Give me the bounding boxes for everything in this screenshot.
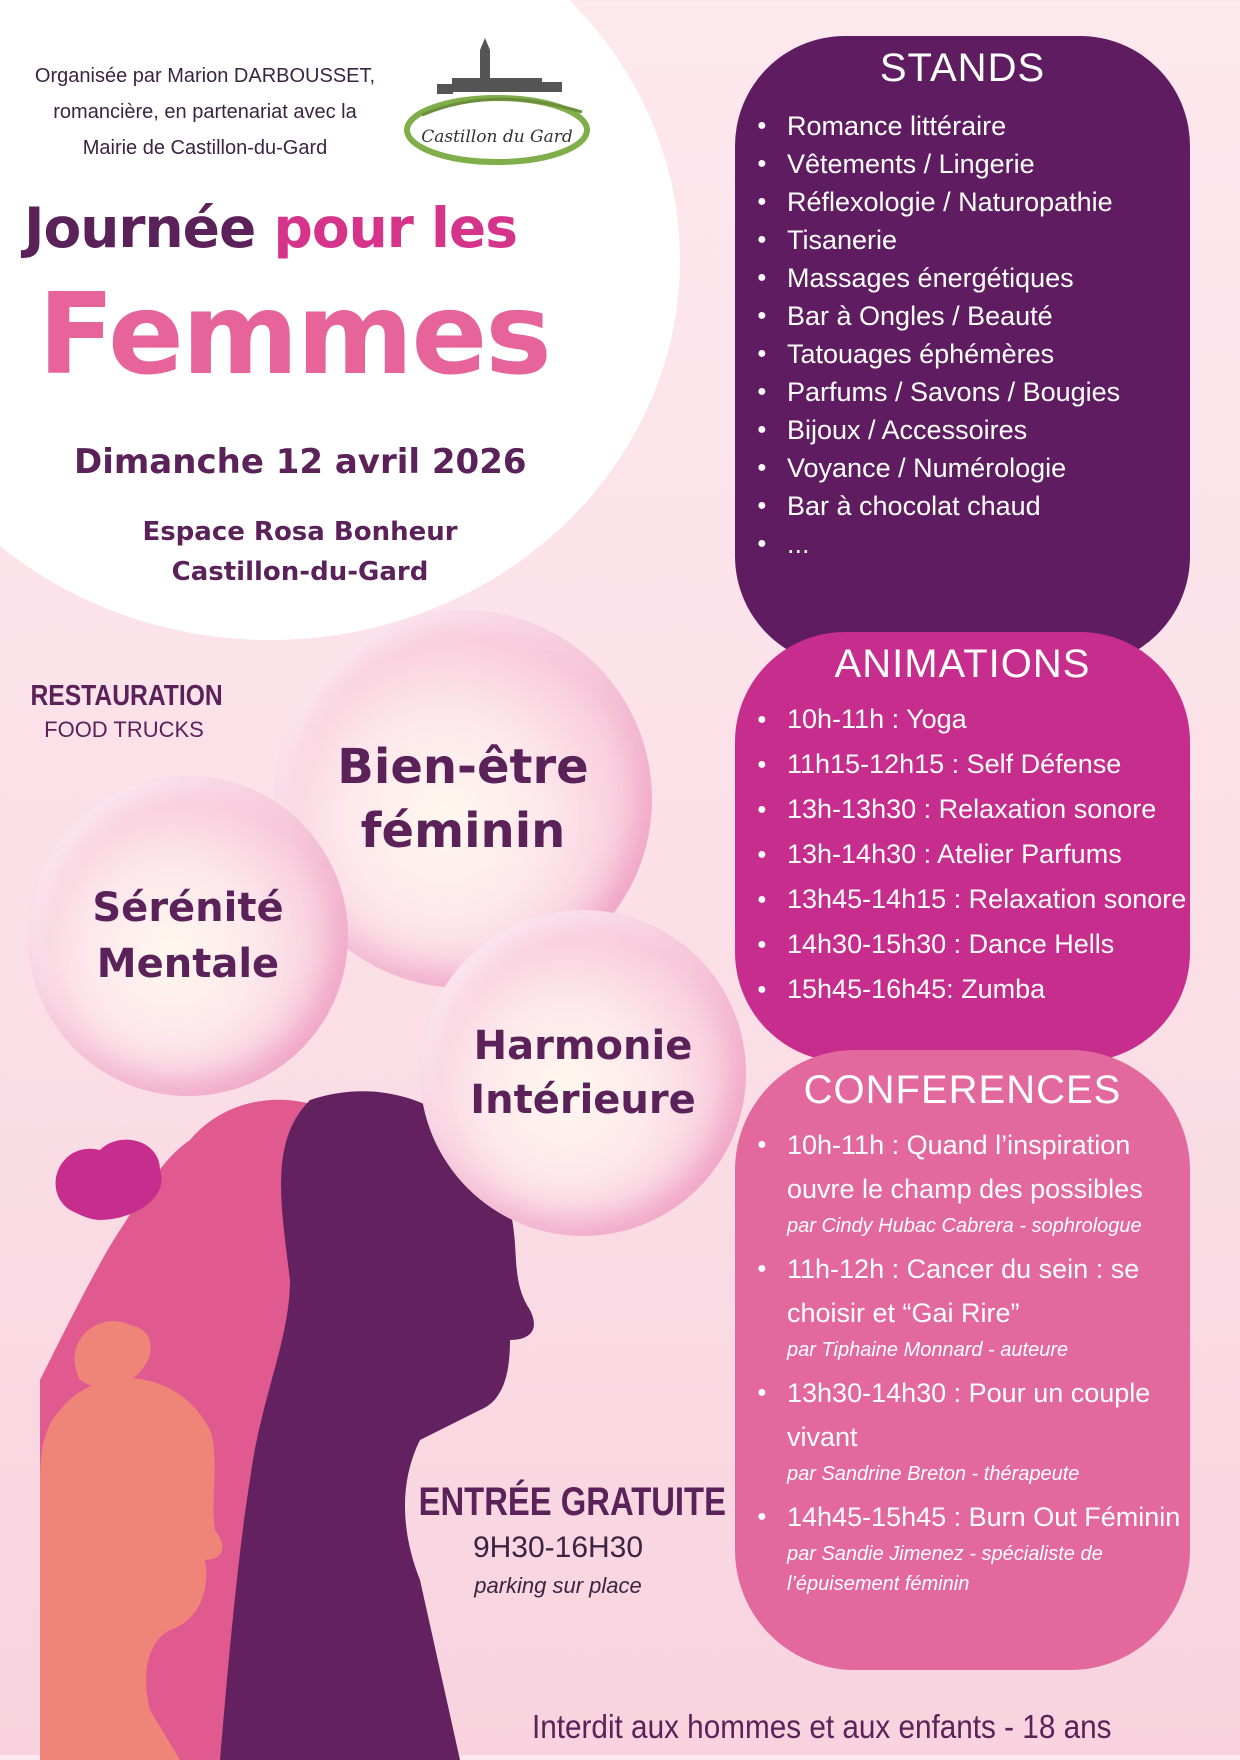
list-item: ● 13h-14h30 : Atelier Parfums (757, 832, 1190, 877)
entree-title: ENTRÉE GRATUITE (418, 1480, 726, 1524)
entree-parking: parking sur place (474, 1573, 642, 1598)
list-item: ● Parfums / Savons / Bougies (757, 373, 1190, 411)
conferences-title: CONFERENCES (803, 1068, 1122, 1112)
list-item: ● 11h15-12h15 : Self Défense (757, 742, 1190, 787)
animations-panel (735, 632, 1190, 1062)
entree-hours: 9H30-16H30 (472, 1531, 644, 1564)
list-item: ● ... (757, 525, 1190, 563)
stands-list (735, 107, 1190, 563)
footer-notice: Interdit aux hommes et aux enfants - 18 ans (532, 1708, 1112, 1745)
list-item: ● Bijoux / Accessoires (757, 411, 1190, 449)
restauration-title: RESTAURATION (30, 680, 223, 712)
list-item: ● 15h45-16h45: Zumba (757, 967, 1190, 1012)
list-item: ● Bar à Ongles / Beauté (757, 297, 1190, 335)
restauration-block (14, 680, 234, 743)
stands-title: STANDS (879, 46, 1046, 90)
list-item: ● 13h45-14h15 : Relaxation sonore (757, 877, 1190, 922)
event-venue: Espace Rosa Bonheur Castillon-du-Gard (142, 517, 458, 587)
list-item: ● Bar à chocolat chaud (757, 487, 1190, 525)
organizer-text: Organisée par Marion DARBOUSSET, romancière, en partenariat avec la Mairie de Castillon-du-Gard (34, 65, 376, 159)
conferences-list (735, 1123, 1190, 1599)
list-item: ● Romance littéraire (757, 107, 1190, 145)
logo-text: Castillon du Gard (421, 127, 573, 147)
title-big: Femmes (38, 270, 550, 400)
list-item: ● 11h-12h : Cancer du sein : se choisir et “Gai Rire” par Tiphaine Monnard - auteure (757, 1247, 1190, 1365)
animations-list (735, 697, 1190, 1012)
list-item: ● Tisanerie (757, 221, 1190, 259)
list-item: ● 13h30-14h30 : Pour un couple vivant par Sandrine Breton - thérapeute (757, 1371, 1190, 1489)
list-item: ● Massages énergétiques (757, 259, 1190, 297)
list-item: ● 10h-11h : Quand l’inspiration ouvre le champ des possibles par Cindy Hubac Cabrera - sophrologue (757, 1123, 1190, 1241)
entree-block (388, 1480, 728, 1599)
restauration-subtitle: FOOD TRUCKS (44, 717, 204, 742)
list-item: ● 14h45-15h45 : Burn Out Féminin par Sandie Jimenez - spécialiste de l’épuisement féminin (757, 1495, 1190, 1599)
stands-panel (735, 36, 1190, 666)
conferences-panel (735, 1050, 1190, 1670)
list-item: ● 14h30-15h30 : Dance Hells (757, 922, 1190, 967)
list-item: ● Tatouages éphémères (757, 335, 1190, 373)
castillon-logo (392, 30, 602, 170)
bubble-serenite: Sérénité Mentale (28, 776, 348, 1096)
list-item: ● Réflexologie / Naturopathie (757, 183, 1190, 221)
title-line-1: Journée pour les (24, 196, 517, 260)
event-date: Dimanche 12 avril 2026 (74, 442, 527, 482)
list-item: ● Vêtements / Lingerie (757, 145, 1190, 183)
list-item: ● 10h-11h : Yoga (757, 697, 1190, 742)
animations-title: ANIMATIONS (834, 642, 1091, 686)
list-item: ● 13h-13h30 : Relaxation sonore (757, 787, 1190, 832)
list-item: ● Voyance / Numérologie (757, 449, 1190, 487)
bubble-harmonie: Harmonie Intérieure (420, 910, 746, 1236)
bubble-bien-etre: Bien-être féminin (274, 610, 652, 988)
